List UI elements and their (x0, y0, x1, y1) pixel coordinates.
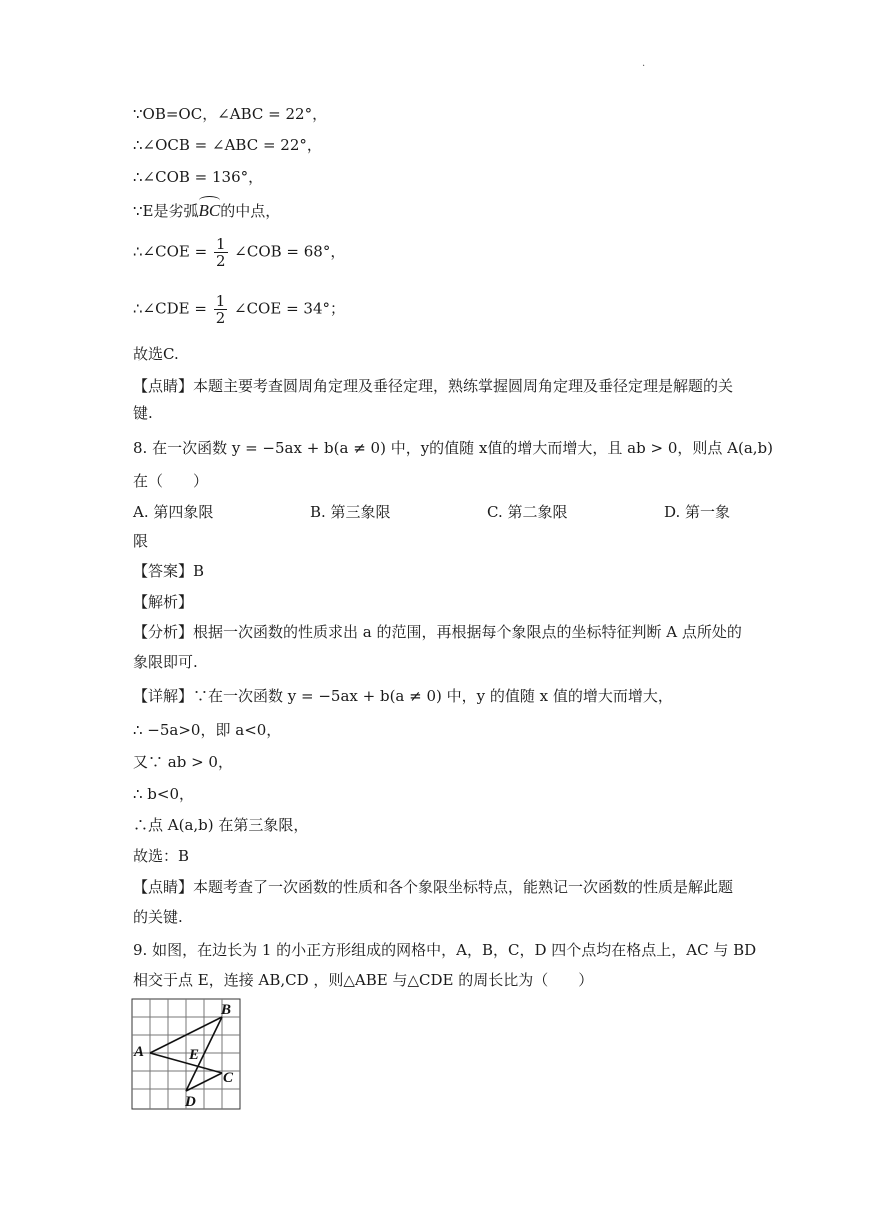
label-c: C (223, 1070, 234, 1086)
question-8-line-1: 8. 在一次函数 y = −5ax + b(a ≠ 0) 中，y的值随 x值的增大而增大，且 ab > 0，则点 A(a,b) (133, 439, 773, 457)
label-a: A (134, 1044, 145, 1060)
question-9-line-1: 9. 如图，在边长为 1 的小正方形组成的网格中，A，B，C，D 四个点均在格点上，AC 与 BD (133, 941, 757, 959)
fraction-half (214, 236, 228, 269)
option-d: D. 第一象 (664, 503, 731, 521)
answer: 【答案】B (133, 562, 205, 580)
line-3: ∴∠COB = 136°， (133, 168, 264, 186)
line-5 (133, 236, 345, 269)
detail-line-3: 又∵ ab > 0， (133, 753, 233, 771)
option-d-wrap: 限 (133, 532, 149, 550)
detail-line-4: ∴ b<0， (133, 785, 195, 803)
line-1: ∵OB=OC，∠ABC = 22°， (133, 105, 328, 123)
label-e: E (189, 1047, 200, 1063)
line-2: ∴∠OCB = ∠ABC = 22°， (133, 136, 322, 154)
frac-den: 2 (215, 252, 226, 270)
analysis-heading: 【解析】 (133, 593, 194, 611)
header-dot: . (642, 58, 646, 69)
line-6-post: ∠COE = 34°； (234, 299, 345, 318)
frac-num-2: 1 (215, 292, 226, 310)
detail-line-1: 【详解】∵在一次函数 y = −5ax + b(a ≠ 0) 中，y 的值随 x 值的增大而增大， (133, 687, 673, 705)
detail-line-6: 故选：B (133, 847, 190, 865)
line-5-pre: ∴∠COE = (133, 242, 208, 261)
comment-line-1: 【点睛】本题考查了一次函数的性质和各个象限坐标特点，能熟记一次函数的性质是解此题 (133, 878, 734, 896)
line-4-pre: ∵E是劣弧 (133, 202, 199, 220)
line-4 (133, 201, 280, 221)
line-6-pre: ∴∠CDE = (133, 299, 207, 318)
analysis-line-1: 【分析】根据一次函数的性质求出 a 的范围，再根据每个象限点的坐标特征判断 A 点所处的 (133, 623, 742, 641)
grid-figure (130, 996, 244, 1112)
comment-line-2: 的关键. (133, 908, 183, 926)
option-a: A. 第四象限 (133, 503, 214, 521)
line-6 (133, 293, 345, 326)
question-9-line-2: 相交于点 E，连接 AB,CD ，则△ABE 与△CDE 的周长比为（ ） (133, 971, 594, 989)
option-c: C. 第二象限 (487, 503, 568, 521)
line-4-post: 的中点， (220, 202, 281, 220)
frac-den-2: 2 (215, 309, 226, 327)
option-b: B. 第三象限 (310, 503, 391, 521)
detail-line-5: ∴点 A(a,b) 在第三象限， (133, 816, 309, 834)
line-9: 键. (133, 404, 153, 422)
line-7: 故选C. (133, 345, 179, 363)
detail-line-2: ∴ −5a>0，即 a<0， (133, 721, 282, 739)
line-8: 【点睛】本题主要考查圆周角定理及垂径定理，熟练掌握圆周角定理及垂径定理是解题的关 (133, 377, 734, 395)
frac-num: 1 (215, 235, 226, 253)
arc-bc: BC (198, 201, 221, 220)
label-b: B (221, 1002, 232, 1018)
question-8-line-2: 在（ ） (133, 472, 209, 490)
fraction-half-2 (214, 293, 228, 326)
label-d: D (185, 1094, 196, 1110)
line-5-post: ∠COB = 68°， (234, 242, 346, 261)
analysis-line-2: 象限即可. (133, 653, 198, 671)
